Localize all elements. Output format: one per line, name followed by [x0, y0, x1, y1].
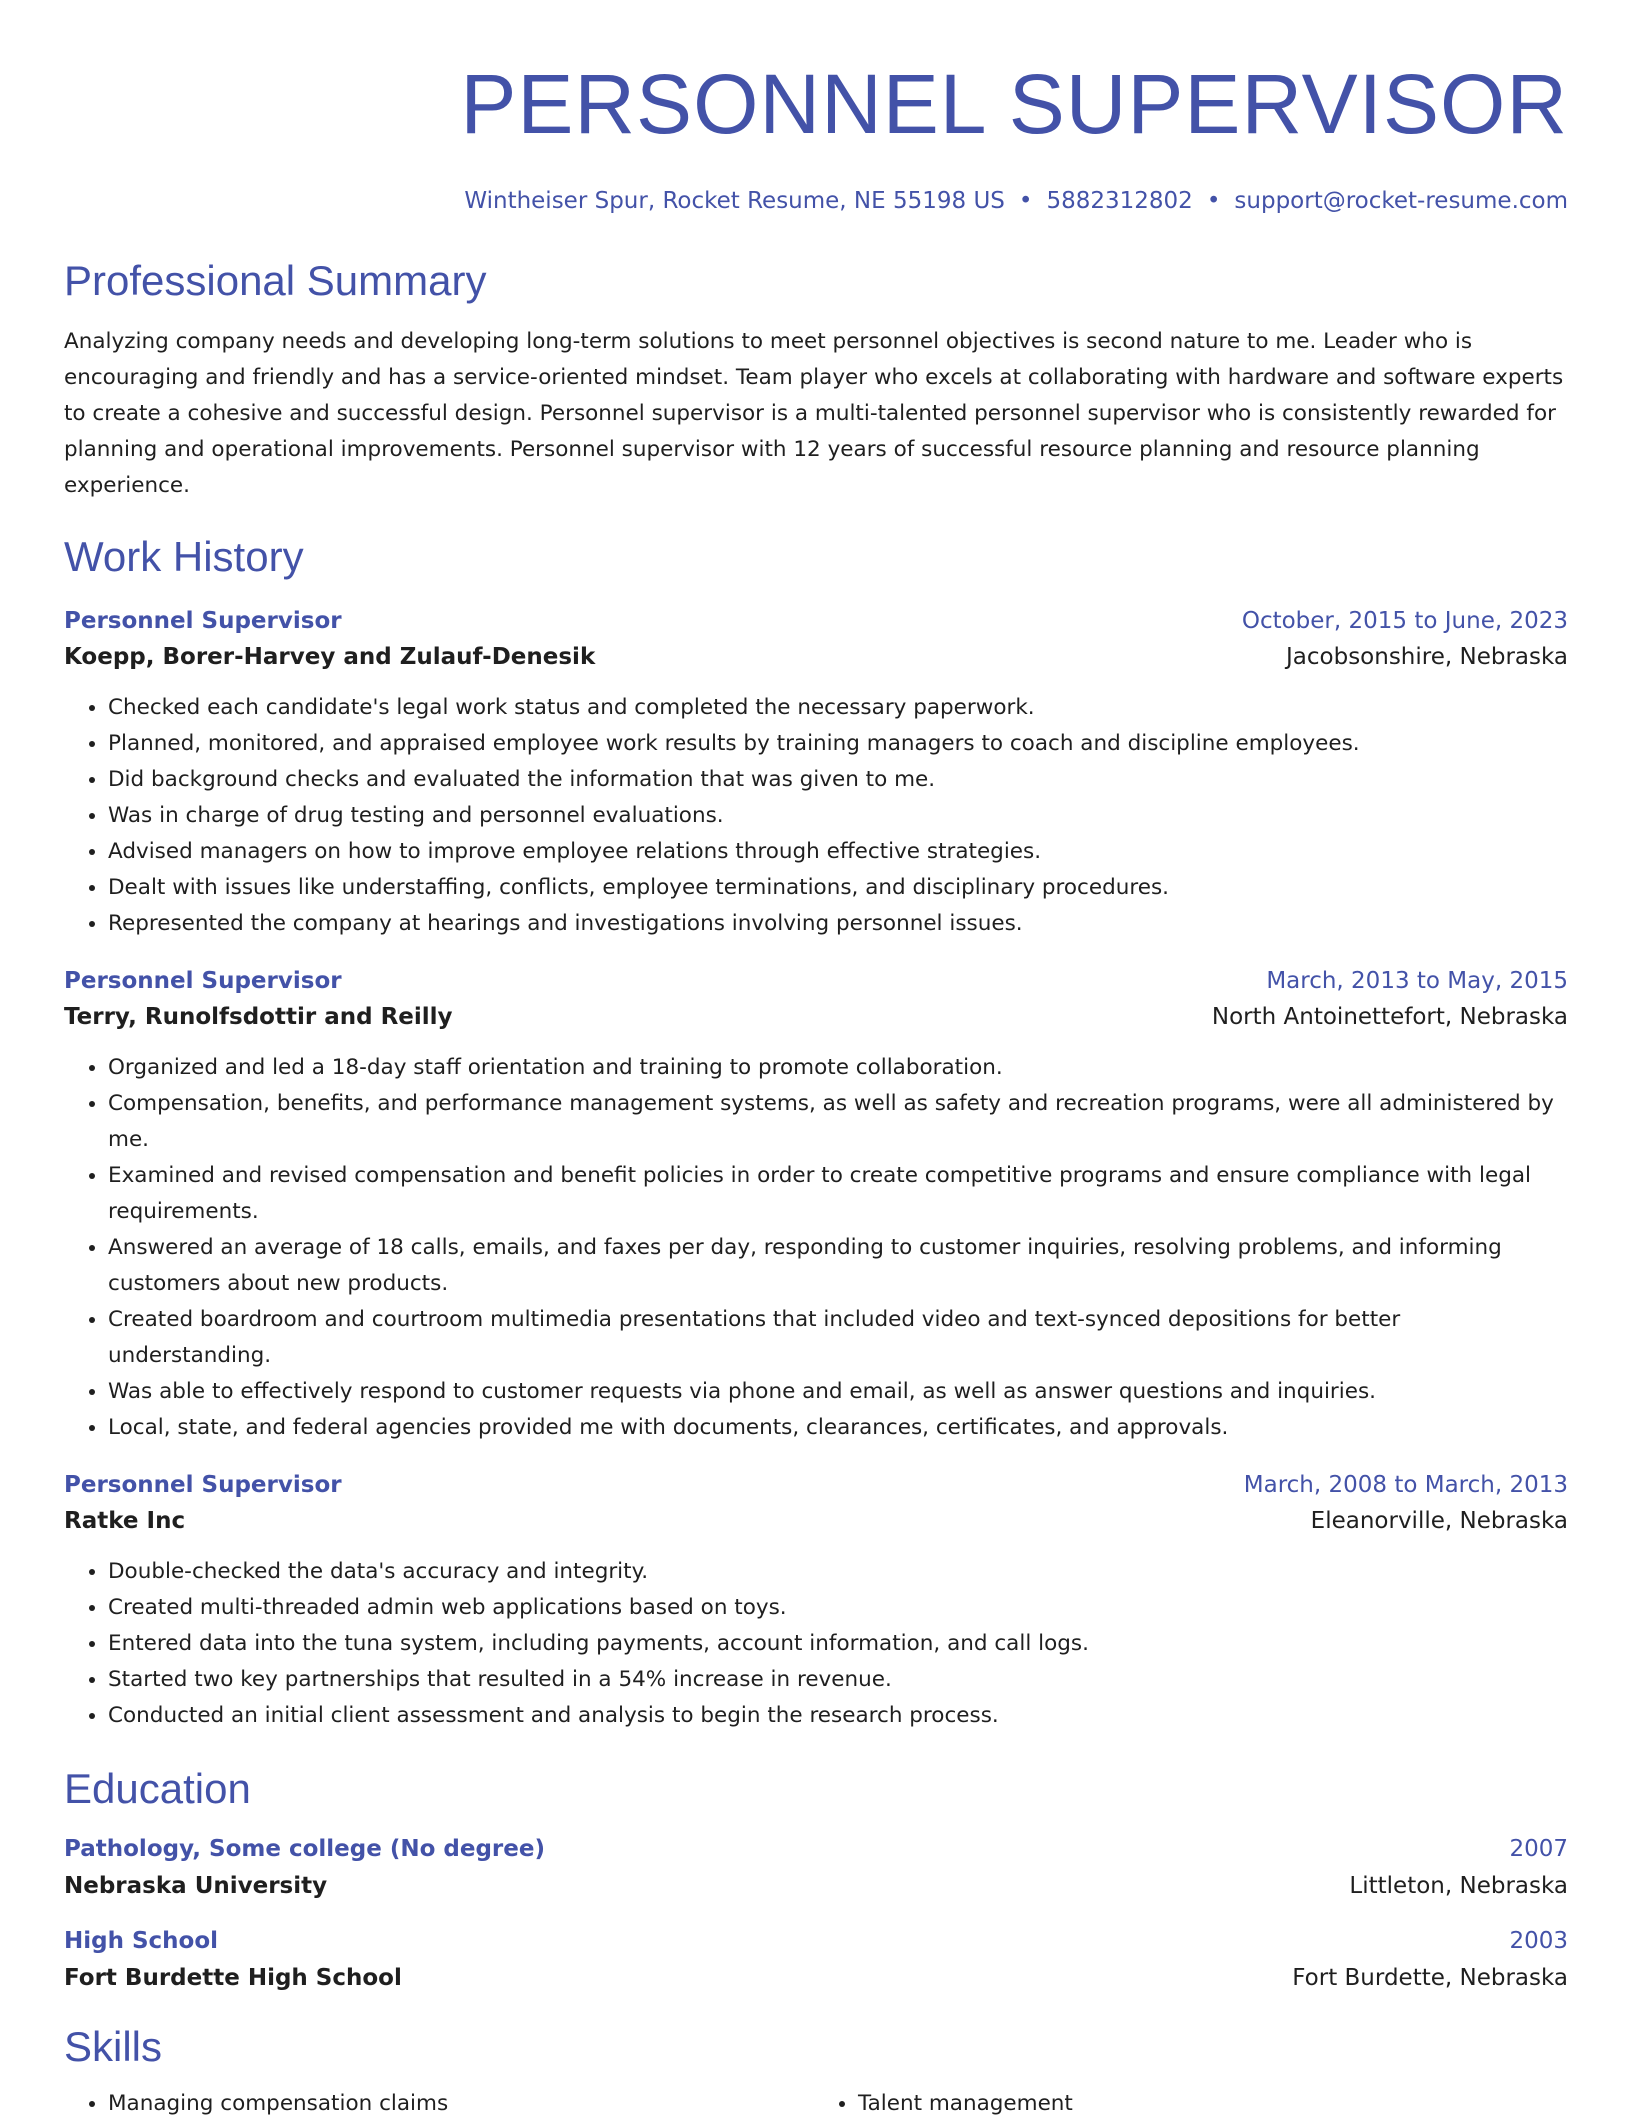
work-history-list — [64, 604, 1568, 1734]
job-location: Eleanorville, Nebraska — [1310, 1508, 1568, 1534]
graduation-year: 2007 — [1509, 1836, 1568, 1862]
education-list — [64, 1832, 1568, 1998]
list-item: • Local, state, and federal agencies provided me with documents, clearances, certificates, and approvals. — [108, 1410, 1568, 1446]
job-dates: October, 2015 to June, 2023 — [1241, 608, 1568, 634]
list-item: • Did background checks and evaluated the information that was given to me. — [108, 762, 1568, 798]
skills-heading: Skills — [64, 2023, 163, 2070]
job-location: North Antoinettefort, Nebraska — [1211, 1004, 1568, 1030]
job-dates: March, 2008 to March, 2013 — [1243, 1472, 1568, 1498]
job-location: Jacobsonshire, Nebraska — [1286, 644, 1568, 670]
separator-dot: • — [1018, 188, 1033, 214]
list-item: • Represented the company at hearings and investigations involving personnel issues. — [108, 906, 1568, 942]
list-item: • Examined and revised compensation and benefit policies in order to create competitive programs and ensure compliance with legal requirements. — [108, 1158, 1568, 1230]
school-name: Fort Burdette High School — [64, 1965, 402, 1991]
job-dates: March, 2013 to May, 2015 — [1266, 968, 1568, 994]
job-title: Personnel Supervisor — [64, 608, 342, 634]
list-item: • Was in charge of drug testing and personnel evaluations. — [108, 798, 1568, 834]
job-entry — [64, 964, 1568, 1446]
list-item: • Planned, monitored, and appraised employee work results by training managers to coach and discipline employees. — [108, 726, 1568, 762]
education-school-row — [64, 1866, 1568, 1906]
summary-heading: Professional Summary — [64, 257, 487, 304]
school-location: Littleton, Nebraska — [1349, 1873, 1568, 1899]
skills-column-1 — [64, 2086, 808, 2122]
skill-item: • Talent management — [858, 2086, 1558, 2122]
job-bullets — [64, 1554, 1568, 1734]
list-item: • Created boardroom and courtroom multimedia presentations that included video and text-synced depositions for better understanding. — [108, 1302, 1568, 1374]
list-item: • Created multi-threaded admin web applications based on toys. — [108, 1590, 1568, 1626]
list-item: • Dealt with issues like understaffing, conflicts, employee terminations, and disciplinary procedures. — [108, 870, 1568, 906]
job-entry — [64, 604, 1568, 942]
list-item: • Double-checked the data's accuracy and integrity. — [108, 1554, 1568, 1590]
job-header-row — [64, 964, 1568, 998]
skills-list — [64, 2086, 1568, 2122]
job-company-row — [64, 1502, 1568, 1540]
company-name: Ratke Inc — [64, 1508, 186, 1534]
email-link[interactable]: support@rocket-resume.com — [1234, 188, 1568, 214]
job-header-row — [64, 1468, 1568, 1502]
job-title: Personnel Supervisor — [64, 1472, 342, 1498]
contact-line — [64, 186, 1568, 216]
candidate-name: PERSONNEL SUPERVISOR — [460, 57, 1568, 151]
degree: High School — [64, 1928, 219, 1954]
resume-header — [64, 0, 1568, 216]
skills-column-2 — [808, 2086, 1558, 2122]
education-heading: Education — [64, 1765, 251, 1812]
job-bullets — [64, 690, 1568, 942]
school-location: Fort Burdette, Nebraska — [1292, 1965, 1568, 1991]
job-title: Personnel Supervisor — [64, 968, 342, 994]
job-entry — [64, 1468, 1568, 1734]
company-name: Terry, Runolfsdottir and Reilly — [64, 1004, 453, 1030]
job-company-row — [64, 638, 1568, 676]
phone: 5882312802 — [1046, 188, 1193, 214]
separator-dot: • — [1206, 188, 1221, 214]
list-item: • Was able to effectively respond to customer requests via phone and email, as well as answer questions and inquiries. — [108, 1374, 1568, 1410]
degree: Pathology, Some college (No degree) — [64, 1836, 545, 1862]
list-item: • Started two key partnerships that resulted in a 54% increase in revenue. — [108, 1662, 1568, 1698]
school-name: Nebraska University — [64, 1873, 328, 1899]
list-item: • Organized and led a 18-day staff orientation and training to promote collaboration. — [108, 1050, 1568, 1086]
graduation-year: 2003 — [1509, 1928, 1568, 1954]
job-header-row — [64, 604, 1568, 638]
job-bullets — [64, 1050, 1568, 1446]
address: Wintheiser Spur, Rocket Resume, NE 55198 US — [464, 188, 1005, 214]
list-item: • Compensation, benefits, and performance management systems, as well as safety and recreation programs, were all administered by me. — [108, 1086, 1568, 1158]
job-company-row — [64, 998, 1568, 1036]
list-item: • Entered data into the tuna system, including payments, account information, and call logs. — [108, 1626, 1568, 1662]
summary-text: Analyzing company needs and developing long-term solutions to meet personnel objectives is second nature to me. Leader who is encouraging and friendly and has a service-oriented mindset. Team player who excels at collaborating with hardware and software experts to create a cohesive and successful design. Personnel supervisor is a multi-talented personnel supervisor who is consistently rewarded for planning and operational improvements. Personnel supervisor with 12 years of successful resource planning and resource planning experience. — [64, 329, 1564, 498]
education-entry — [64, 1924, 1568, 1998]
company-name: Koepp, Borer-Harvey and Zulauf-Denesik — [64, 644, 596, 670]
list-item: • Answered an average of 18 calls, emails, and faxes per day, responding to customer inquiries, resolving problems, and informing customers about new products. — [108, 1230, 1568, 1302]
list-item: • Advised managers on how to improve employee relations through effective strategies. — [108, 834, 1568, 870]
list-item: • Conducted an initial client assessment and analysis to begin the research process. — [108, 1698, 1568, 1734]
education-school-row — [64, 1958, 1568, 1998]
list-item: • Checked each candidate's legal work status and completed the necessary paperwork. — [108, 690, 1568, 726]
skill-item: • Managing compensation claims — [108, 2086, 808, 2122]
education-header-row — [64, 1832, 1568, 1866]
work-history-heading: Work History — [64, 533, 304, 580]
education-entry — [64, 1832, 1568, 1906]
education-header-row — [64, 1924, 1568, 1958]
resume-page — [64, 0, 1568, 2122]
